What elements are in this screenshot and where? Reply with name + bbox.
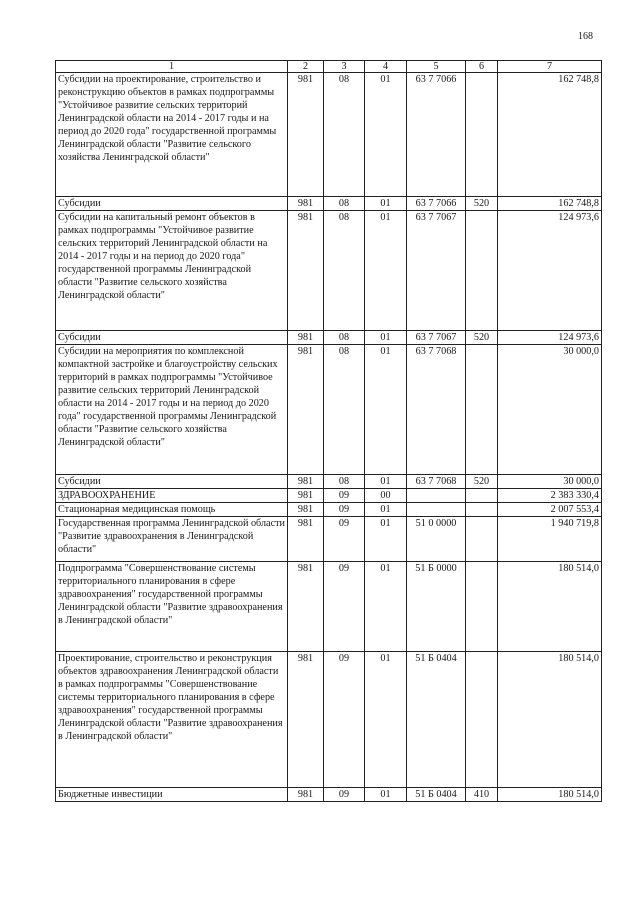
cell-col5: 51 Б 0404 <box>407 652 466 788</box>
table-row <box>56 503 602 517</box>
cell-col6 <box>466 652 498 788</box>
cell-col4: 01 <box>365 197 407 211</box>
cell-col3: 09 <box>324 503 365 517</box>
cell-col3: 08 <box>324 197 365 211</box>
table-row <box>56 211 602 331</box>
row-name: Субсидии <box>56 197 288 211</box>
table-row <box>56 73 602 197</box>
cell-col6 <box>466 73 498 197</box>
column-header: 7 <box>498 61 602 73</box>
cell-col6 <box>466 345 498 475</box>
cell-col6: 520 <box>466 331 498 345</box>
cell-col3: 08 <box>324 475 365 489</box>
cell-col3: 09 <box>324 517 365 562</box>
row-name: ЗДРАВООХРАНЕНИЕ <box>56 489 288 503</box>
cell-col5: 51 Б 0404 <box>407 788 466 802</box>
cell-amount: 162 748,8 <box>498 197 602 211</box>
column-header: 1 <box>56 61 288 73</box>
column-header: 4 <box>365 61 407 73</box>
table-row <box>56 345 602 475</box>
row-name: Субсидии на капитальный ремонт объектов в рамках подпрограммы "Устойчивое развитие сельских территорий Ленинградской области на 2014 - 2017 годы и на период до 2020 года" государственной программы Ленинградской области "Развитие сельского хозяйства Ленинградской области" <box>56 211 288 331</box>
column-header: 6 <box>466 61 498 73</box>
row-name: Государственная программа Ленинградской области "Развитие здравоохранения в Ленинградской области" <box>56 517 288 562</box>
cell-amount: 30 000,0 <box>498 475 602 489</box>
table-row <box>56 652 602 788</box>
budget-table <box>55 60 602 802</box>
cell-col3: 09 <box>324 562 365 652</box>
cell-col5: 51 0 0000 <box>407 517 466 562</box>
cell-col6 <box>466 517 498 562</box>
row-name: Бюджетные инвестиции <box>56 788 288 802</box>
column-header: 3 <box>324 61 365 73</box>
cell-col3: 09 <box>324 788 365 802</box>
cell-amount: 2 007 553,4 <box>498 503 602 517</box>
cell-col2: 981 <box>288 788 324 802</box>
cell-col5 <box>407 489 466 503</box>
cell-col4: 01 <box>365 517 407 562</box>
cell-col2: 981 <box>288 331 324 345</box>
cell-col2: 981 <box>288 652 324 788</box>
row-name: Проектирование, строительство и реконструкция объектов здравоохранения Ленинградской области в рамках подпрограммы "Совершенствование системы территориального планирования в сфере здравоохранения" государственной программы Ленинградской области "Развитие здравоохранения в Ленинградской области" <box>56 652 288 788</box>
cell-col2: 981 <box>288 562 324 652</box>
cell-col6 <box>466 489 498 503</box>
cell-amount: 124 973,6 <box>498 331 602 345</box>
row-name: Субсидии на мероприятия по комплексной компактной застройке и благоустройству сельских территорий в рамках подпрограммы "Устойчивое развитие сельских территорий Ленинградской области на 2014 - 2017 годы и на период до 2020 года" государственной программы Ленинградской области "Развитие сельского хозяйства Ленинградской области" <box>56 345 288 475</box>
cell-col6 <box>466 503 498 517</box>
cell-col5: 63 7 7068 <box>407 475 466 489</box>
cell-col5 <box>407 503 466 517</box>
cell-amount: 30 000,0 <box>498 345 602 475</box>
cell-col5: 63 7 7067 <box>407 331 466 345</box>
cell-col4: 01 <box>365 331 407 345</box>
cell-col4: 01 <box>365 562 407 652</box>
cell-col2: 981 <box>288 517 324 562</box>
column-header: 5 <box>407 61 466 73</box>
cell-col4: 01 <box>365 345 407 475</box>
cell-col6 <box>466 211 498 331</box>
page-number: 168 <box>578 31 593 42</box>
row-name: Субсидии <box>56 475 288 489</box>
cell-col2: 981 <box>288 503 324 517</box>
row-name: Субсидии <box>56 331 288 345</box>
cell-amount: 124 973,6 <box>498 211 602 331</box>
cell-col4: 01 <box>365 475 407 489</box>
cell-col4: 01 <box>365 73 407 197</box>
cell-col2: 981 <box>288 489 324 503</box>
cell-col6: 410 <box>466 788 498 802</box>
cell-col6 <box>466 562 498 652</box>
cell-col3: 08 <box>324 345 365 475</box>
cell-amount: 162 748,8 <box>498 73 602 197</box>
cell-col6: 520 <box>466 197 498 211</box>
cell-col4: 01 <box>365 503 407 517</box>
table-row <box>56 489 602 503</box>
cell-col4: 01 <box>365 211 407 331</box>
cell-amount: 180 514,0 <box>498 788 602 802</box>
cell-col2: 981 <box>288 73 324 197</box>
table-row <box>56 331 602 345</box>
row-name: Стационарная медицинская помощь <box>56 503 288 517</box>
cell-col5: 63 7 7066 <box>407 73 466 197</box>
cell-col3: 09 <box>324 489 365 503</box>
cell-col5: 63 7 7067 <box>407 211 466 331</box>
table-row <box>56 197 602 211</box>
cell-amount: 2 383 330,4 <box>498 489 602 503</box>
table-row <box>56 788 602 802</box>
cell-amount: 180 514,0 <box>498 652 602 788</box>
cell-col3: 08 <box>324 211 365 331</box>
cell-col3: 08 <box>324 73 365 197</box>
table-row <box>56 562 602 652</box>
cell-amount: 1 940 719,8 <box>498 517 602 562</box>
cell-col4: 01 <box>365 652 407 788</box>
cell-col5: 51 Б 0000 <box>407 562 466 652</box>
cell-amount: 180 514,0 <box>498 562 602 652</box>
cell-col4: 01 <box>365 788 407 802</box>
cell-col4: 00 <box>365 489 407 503</box>
cell-col6: 520 <box>466 475 498 489</box>
cell-col2: 981 <box>288 197 324 211</box>
cell-col3: 09 <box>324 652 365 788</box>
cell-col5: 63 7 7066 <box>407 197 466 211</box>
row-name: Подпрограмма "Совершенствование системы территориального планирования в сфере здравоохранения" государственной программы Ленинградской области "Развитие здравоохранения в Ленинградской области" <box>56 562 288 652</box>
column-header: 2 <box>288 61 324 73</box>
cell-col2: 981 <box>288 345 324 475</box>
cell-col5: 63 7 7068 <box>407 345 466 475</box>
table-row <box>56 517 602 562</box>
table-row <box>56 475 602 489</box>
cell-col2: 981 <box>288 211 324 331</box>
row-name: Субсидии на проектирование, строительство и реконструкцию объектов в рамках подпрограммы "Устойчивое развитие сельских территорий Ленинградской области на 2014 - 2017 годы и на период до 2020 года" государственной программы Ленинградской области "Развитие сельского хозяйства Ленинградской области" <box>56 73 288 197</box>
cell-col3: 08 <box>324 331 365 345</box>
cell-col2: 981 <box>288 475 324 489</box>
table-header-row <box>56 61 602 73</box>
